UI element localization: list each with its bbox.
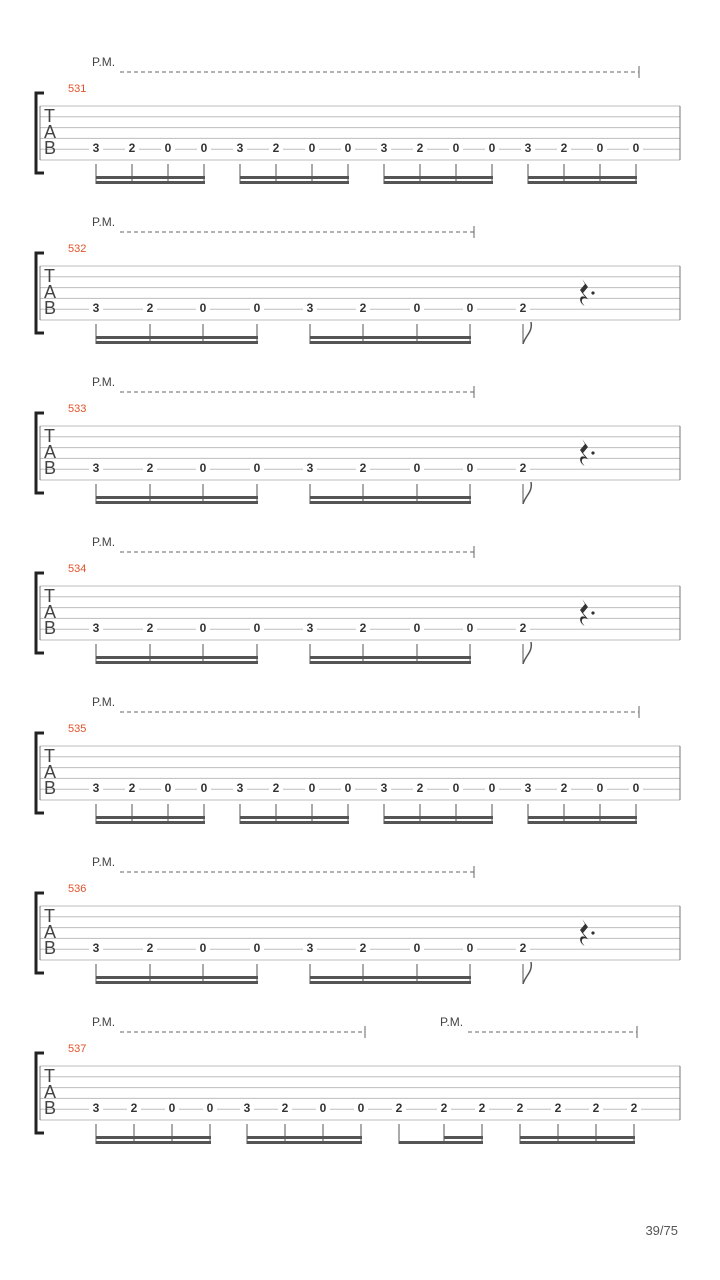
beam-primary <box>528 181 637 184</box>
palm-mute-label: P.M. <box>92 215 116 229</box>
tab-clef-letter: A <box>44 122 57 142</box>
beam-secondary <box>96 336 258 339</box>
beam-secondary <box>528 816 637 819</box>
fret-number: 0 <box>593 142 607 154</box>
fret-number: 3 <box>240 1102 254 1114</box>
beam-primary <box>520 1141 635 1144</box>
fret-number: 3 <box>303 942 317 954</box>
measure-number: 536 <box>68 883 87 895</box>
beam-primary <box>96 501 258 504</box>
tab-clef-letter: A <box>44 762 57 782</box>
palm-mute-label: P.M. <box>92 55 116 69</box>
fret-number: 0 <box>410 942 424 954</box>
tab-clef-letter: A <box>44 442 57 462</box>
beam-secondary <box>96 656 258 659</box>
beam-secondary <box>240 176 349 179</box>
fret-number: 0 <box>410 622 424 634</box>
fret-number: 3 <box>89 782 103 794</box>
tab-clef-letter: T <box>44 426 55 446</box>
beam-primary <box>240 821 349 824</box>
fret-number: 3 <box>89 942 103 954</box>
fret-number: 2 <box>356 462 370 474</box>
quarter-rest <box>580 919 588 946</box>
tab-clef-letter: T <box>44 266 55 286</box>
fret-number: 0 <box>449 782 463 794</box>
fret-number-eighth: 2 <box>516 942 530 954</box>
quarter-rest <box>580 439 588 466</box>
beam-primary <box>96 661 258 664</box>
fret-number-eighth: 2 <box>516 302 530 314</box>
fret-number: 3 <box>303 302 317 314</box>
beam-primary <box>240 181 349 184</box>
tab-clef-letter: B <box>44 1098 57 1118</box>
fret-number: 0 <box>341 782 355 794</box>
tab-clef-letter: A <box>44 282 57 302</box>
measure-number: 533 <box>68 403 87 415</box>
beam-secondary <box>96 1136 211 1139</box>
tab-clef-letter: A <box>44 1082 57 1102</box>
page-number: 39/75 <box>645 1223 678 1238</box>
rest-dot <box>591 931 594 934</box>
fret-number: 0 <box>196 942 210 954</box>
rest-dot <box>591 451 594 454</box>
fret-number: 0 <box>463 942 477 954</box>
beam-primary <box>96 981 258 984</box>
tab-clef-letter: T <box>44 1066 55 1086</box>
fret-number-eighth: 2 <box>516 622 530 634</box>
eighth-flag <box>523 322 531 344</box>
fret-number: 3 <box>521 142 535 154</box>
fret-number: 2 <box>437 1102 451 1114</box>
fret-number: 2 <box>143 462 157 474</box>
fret-number: 0 <box>197 142 211 154</box>
fret-number: 2 <box>143 302 157 314</box>
fret-number: 2 <box>413 782 427 794</box>
fret-number: 0 <box>196 622 210 634</box>
tab-clef-letter: B <box>44 778 57 798</box>
beam-secondary <box>310 656 471 659</box>
fret-number: 0 <box>629 782 643 794</box>
measure-number: 532 <box>68 243 87 255</box>
tab-clef-letter: B <box>44 458 57 478</box>
fret-number: 0 <box>250 462 264 474</box>
palm-mute-label: P.M. <box>92 695 116 709</box>
beam-secondary <box>384 816 493 819</box>
fret-number: 3 <box>89 622 103 634</box>
fret-number: 2 <box>125 782 139 794</box>
tab-clef-letter: A <box>44 922 57 942</box>
fret-number: 3 <box>377 142 391 154</box>
fret-number: 0 <box>629 142 643 154</box>
fret-number: 2 <box>627 1102 641 1114</box>
tab-clef-letter: T <box>44 586 55 606</box>
tab-clef-letter: B <box>44 618 57 638</box>
fret-number: 0 <box>250 942 264 954</box>
palm-mute-label: P.M. <box>92 1015 116 1029</box>
beam-secondary <box>96 816 205 819</box>
fret-number: 2 <box>392 1102 406 1114</box>
beam-secondary <box>520 1136 635 1139</box>
beam-primary <box>310 501 471 504</box>
beam-primary <box>96 341 258 344</box>
rest-dot <box>591 611 594 614</box>
tab-clef-letter: T <box>44 746 55 766</box>
fret-number: 3 <box>89 462 103 474</box>
palm-mute-label: P.M. <box>440 1015 464 1029</box>
eighth-flag <box>523 482 531 504</box>
fret-number: 0 <box>463 462 477 474</box>
fret-number: 3 <box>303 462 317 474</box>
quarter-rest <box>580 279 588 306</box>
fret-number: 2 <box>513 1102 527 1114</box>
fret-number: 3 <box>233 142 247 154</box>
fret-number: 0 <box>161 142 175 154</box>
tab-clef-letter: B <box>44 138 57 158</box>
tab-clef-letter: B <box>44 298 57 318</box>
fret-number: 0 <box>250 302 264 314</box>
beam-primary <box>528 821 637 824</box>
fret-number: 2 <box>269 142 283 154</box>
eighth-flag <box>523 642 531 664</box>
fret-number: 2 <box>143 622 157 634</box>
fret-number: 2 <box>356 302 370 314</box>
beam-secondary <box>310 336 471 339</box>
fret-number: 3 <box>521 782 535 794</box>
beam-secondary <box>247 1136 362 1139</box>
beam-primary <box>310 981 471 984</box>
fret-number: 2 <box>475 1102 489 1114</box>
beam-primary <box>96 821 205 824</box>
measure-number: 535 <box>68 723 87 735</box>
fret-number: 2 <box>278 1102 292 1114</box>
fret-number: 0 <box>449 142 463 154</box>
beam-primary <box>96 181 205 184</box>
fret-number: 3 <box>377 782 391 794</box>
fret-number: 0 <box>354 1102 368 1114</box>
beam-secondary <box>444 1136 483 1139</box>
fret-number: 0 <box>161 782 175 794</box>
beam-secondary <box>310 496 471 499</box>
fret-number-eighth: 2 <box>516 462 530 474</box>
beam-primary <box>310 341 471 344</box>
fret-number: 2 <box>557 782 571 794</box>
fret-number: 0 <box>316 1102 330 1114</box>
rest-dot <box>591 291 594 294</box>
fret-number: 0 <box>250 622 264 634</box>
fret-number: 2 <box>356 942 370 954</box>
fret-number: 2 <box>125 142 139 154</box>
measure-number: 534 <box>68 563 87 575</box>
fret-number: 0 <box>305 782 319 794</box>
fret-number: 2 <box>356 622 370 634</box>
fret-number: 0 <box>203 1102 217 1114</box>
tab-clef-letter: T <box>44 906 55 926</box>
beam-primary <box>384 181 493 184</box>
fret-number: 2 <box>557 142 571 154</box>
fret-number: 0 <box>341 142 355 154</box>
fret-number: 0 <box>196 302 210 314</box>
tab-clef-letter: A <box>44 602 57 622</box>
fret-number: 3 <box>89 302 103 314</box>
beam-secondary <box>528 176 637 179</box>
beam-primary <box>247 1141 362 1144</box>
fret-number: 0 <box>196 462 210 474</box>
beam-secondary <box>96 496 258 499</box>
tab-clef-letter: B <box>44 938 57 958</box>
fret-number: 0 <box>593 782 607 794</box>
palm-mute-label: P.M. <box>92 855 116 869</box>
fret-number: 3 <box>89 142 103 154</box>
fret-number: 2 <box>127 1102 141 1114</box>
measure-number: 537 <box>68 1043 87 1055</box>
quarter-rest <box>580 599 588 626</box>
fret-number: 2 <box>413 142 427 154</box>
fret-number: 3 <box>303 622 317 634</box>
eighth-flag <box>523 962 531 984</box>
beam-secondary <box>310 976 471 979</box>
fret-number: 0 <box>197 782 211 794</box>
fret-number: 0 <box>485 142 499 154</box>
palm-mute-label: P.M. <box>92 535 116 549</box>
beam-primary <box>384 821 493 824</box>
fret-number: 0 <box>410 302 424 314</box>
beam-secondary <box>96 176 205 179</box>
fret-number: 0 <box>410 462 424 474</box>
measure-number: 531 <box>68 83 87 95</box>
beam-secondary <box>96 976 258 979</box>
beam-secondary <box>240 816 349 819</box>
fret-number: 0 <box>463 622 477 634</box>
beam-secondary <box>384 176 493 179</box>
beam-primary <box>96 1141 211 1144</box>
fret-number: 3 <box>233 782 247 794</box>
palm-mute-label: P.M. <box>92 375 116 389</box>
fret-number: 2 <box>551 1102 565 1114</box>
fret-number: 0 <box>463 302 477 314</box>
fret-number: 2 <box>143 942 157 954</box>
tab-clef-letter: T <box>44 106 55 126</box>
fret-number: 3 <box>89 1102 103 1114</box>
beam-primary <box>310 661 471 664</box>
fret-number: 0 <box>305 142 319 154</box>
fret-number: 2 <box>269 782 283 794</box>
fret-number: 0 <box>485 782 499 794</box>
beam-primary <box>399 1141 483 1144</box>
fret-number: 0 <box>165 1102 179 1114</box>
fret-number: 2 <box>589 1102 603 1114</box>
